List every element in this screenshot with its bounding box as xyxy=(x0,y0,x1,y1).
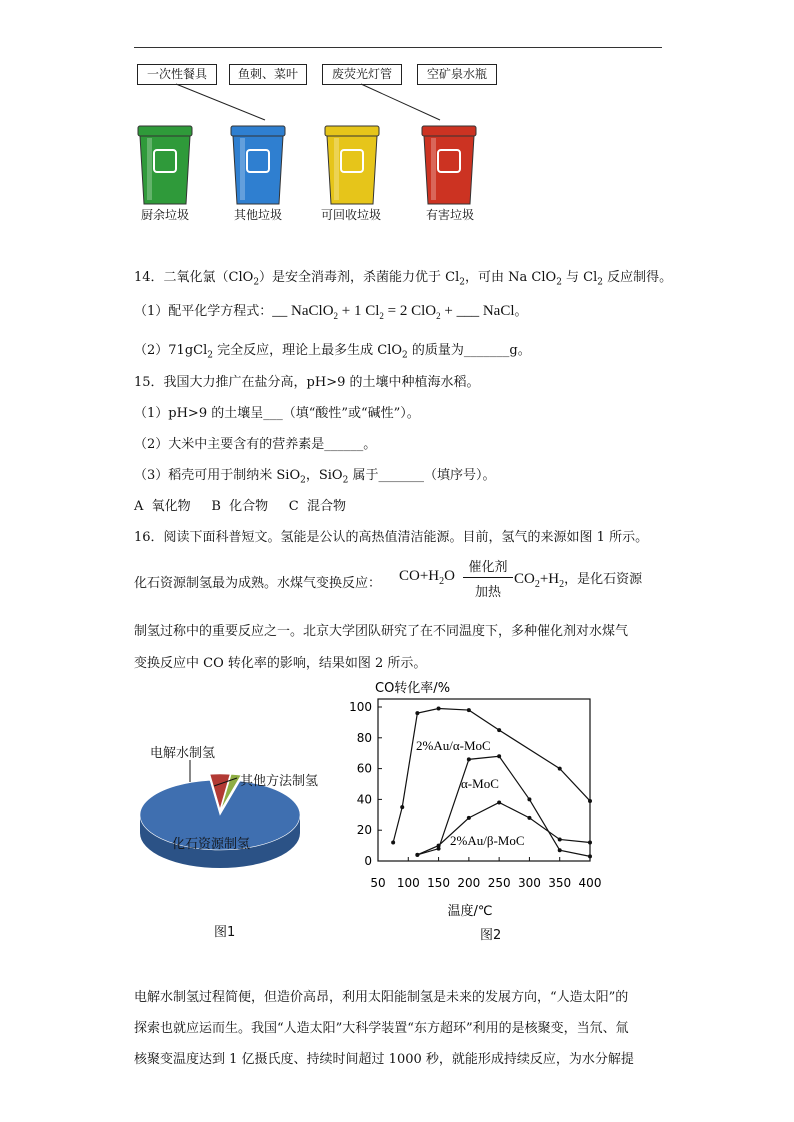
q14-part1-label: （1）配平化学方程式： xyxy=(134,304,273,319)
heat-label: 加热 xyxy=(474,585,501,600)
q15-part3-text: 属于_______（填序号）。 xyxy=(348,468,496,483)
x-tick-label: 100 xyxy=(396,876,420,890)
data-point xyxy=(588,854,592,858)
q14-stem-part: 反应制得。 xyxy=(603,270,673,285)
eq-term: + 1 Cl xyxy=(338,303,380,319)
reaction-term: CO+H xyxy=(399,568,440,584)
q14-part2-text: 完全反应，理论上最多生成 ClO xyxy=(212,343,403,358)
x-tick-label: 300 xyxy=(517,876,541,890)
data-point xyxy=(437,707,441,711)
bin-highlight xyxy=(431,138,436,200)
data-point xyxy=(558,837,562,841)
pie-label-fossil: 化石资源制氢 xyxy=(172,837,251,852)
q16-line2-text: 化石资源制氢最为成熟。水煤气变换反应： xyxy=(134,576,382,591)
bin-highlight xyxy=(147,138,152,200)
tag-fishbone-leaves: 鱼刺、菜叶 xyxy=(229,64,307,85)
data-point xyxy=(391,841,395,845)
q14-stem-part: 与 Cl xyxy=(561,270,598,285)
q14-equation: __ NaClO$_2$ + 1 $Cl_2 = 2$ ClO$_2$ + ___ NaCl xyxy=(272,303,515,321)
figure1-caption: 图1 xyxy=(214,925,236,940)
q16-after-line1: 电解水制氢过程简便，但造价高昂，利用太阳能制氢是未来的发展方向，“人造太阳”的 xyxy=(134,990,629,1005)
y-tick-label: 40 xyxy=(356,792,372,807)
reaction-left xyxy=(399,568,455,587)
bin-lid xyxy=(422,126,476,136)
x-tick-label: 50 xyxy=(370,876,386,890)
tag-fluorescent-tube: 废荧光灯管 xyxy=(322,64,402,85)
data-point xyxy=(467,708,471,712)
q16-after-line2: 探索也就应运而生。我国“人造太阳”大科学装置“东方超环”利用的是核聚变，当氘、氚 xyxy=(134,1021,629,1036)
bin-highlight xyxy=(240,138,245,200)
data-point xyxy=(415,853,419,857)
q14-stem-part: 14．二氧化氯（ClO xyxy=(134,270,254,285)
series-group xyxy=(391,707,592,859)
figure2-caption: 图2 xyxy=(480,928,502,943)
x-axis-label: 温度/℃ xyxy=(447,904,493,919)
tag-water-bottle: 空矿泉水瓶 xyxy=(417,64,497,85)
q15-part3-text: ，SiO xyxy=(305,468,343,483)
q15-part3: （3）稻壳可用于制纳米 SiO$_2$，SiO$_2$ 属于_______（填序号）。 xyxy=(134,468,496,486)
q16-line2-tail: ，是化石资源 xyxy=(564,572,643,587)
x-tick-label: 400 xyxy=(578,876,602,890)
data-point xyxy=(558,767,562,771)
tag-disposable-tableware: 一次性餐具 xyxy=(137,64,217,85)
q14-part1 xyxy=(134,300,528,321)
data-point xyxy=(588,841,592,845)
q16-line2 xyxy=(134,572,381,591)
q14-part2: （2）71gCl$_2$ 完全反应，理论上最多生成 ClO$_2$ 的质量为_______g。 xyxy=(134,343,531,361)
reaction-right xyxy=(514,568,642,590)
q15-part3-text: （3）稻壳可用于制纳米 SiO xyxy=(134,468,301,483)
reaction-term: CO xyxy=(514,571,535,587)
waste-bin xyxy=(138,126,192,204)
q14-stem-part: ）是安全消毒剂，杀菌能力优于 Cl xyxy=(259,270,460,285)
q14-part2-text: 的质量为_______g。 xyxy=(407,343,531,358)
waste-bin xyxy=(422,126,476,204)
data-point xyxy=(437,844,441,848)
q16-line4: 变换反应中 CO 转化率的影响，结果如图 2 所示。 xyxy=(134,656,427,671)
connector-line-1 xyxy=(176,84,265,120)
q15-part2: （2）大米中主要含有的营养素是______。 xyxy=(134,437,377,452)
x-tick-label: 200 xyxy=(457,876,481,890)
bin-lid xyxy=(231,126,285,136)
axes-group xyxy=(349,699,601,890)
bin-lid xyxy=(325,126,379,136)
data-point xyxy=(588,799,592,803)
pie-label-electrolysis: 电解水制氢 xyxy=(150,746,216,761)
waste-bin xyxy=(231,126,285,204)
y-tick-label: 20 xyxy=(356,823,372,838)
data-point xyxy=(497,754,501,758)
data-point xyxy=(467,816,471,820)
x-tick-label: 150 xyxy=(427,876,451,890)
data-point xyxy=(558,848,562,852)
bin-label-recyclable: 可回收垃圾 xyxy=(320,208,381,222)
eq-term: = 2 ClO xyxy=(383,303,437,319)
bin-label-hazardous: 有害垃圾 xyxy=(425,208,474,222)
data-point xyxy=(497,800,501,804)
pie-label-other-methods: 其他方法制氢 xyxy=(240,774,319,789)
y-tick-label: 100 xyxy=(349,700,372,714)
eq-term: + ___ NaCl xyxy=(440,303,515,319)
data-point xyxy=(467,757,471,761)
chart-title: CO转化率/% xyxy=(375,681,451,696)
series-label: 2%Au/α-MoC xyxy=(416,738,491,753)
bin-highlight xyxy=(334,138,339,200)
x-tick-label: 350 xyxy=(548,876,572,890)
q16-after-line3: 核聚变温度达到 1 亿摄氏度、持续时间超过 1000 秒，就能形成持续反应，为水分解提 xyxy=(134,1052,634,1067)
data-point xyxy=(415,711,419,715)
q15-stem: 15．我国大力推广在盐分高，pH>9 的土壤中种植海水稻。 xyxy=(134,375,480,390)
q15-options: A 氧化物 B 化合物 C 混合物 xyxy=(134,499,347,514)
series-label: 2%Au/β-MoC xyxy=(450,833,525,848)
bins-group xyxy=(138,126,476,204)
reaction-sub: 2 xyxy=(534,579,540,590)
q14-stem: 14．二氧化氯（ClO$_2$）是安全消毒剂，杀菌能力优于 $Cl_2$，可由 Na ClO$_2$ 与 $Cl_2$ 反应制得。 xyxy=(134,270,673,288)
reaction-bar xyxy=(463,577,513,578)
q15-part1: （1）pH>9 的土壤呈___（填“酸性”或“碱性”）。 xyxy=(134,406,420,421)
eq-term: __ NaClO xyxy=(272,303,334,319)
bin-label-other: 其他垃圾 xyxy=(233,208,282,222)
q16-line1: 16．阅读下面科普短文。氢能是公认的高热值清洁能源。目前，氢气的来源如图 1 所示。 xyxy=(134,530,649,545)
connector-line-2 xyxy=(361,84,440,120)
y-tick-label: 0 xyxy=(364,854,372,868)
figure2-line-chart xyxy=(340,675,610,920)
bin-lid xyxy=(138,126,192,136)
reaction-sub: 2 xyxy=(439,576,445,587)
x-tick-label: 250 xyxy=(487,876,511,890)
y-tick-label: 80 xyxy=(356,730,372,745)
bin-label-kitchen: 厨余垃圾 xyxy=(140,208,189,222)
q16-line3: 制氢过称中的重要反应之一。北京大学团队研究了在不同温度下，多种催化剂对水煤气 xyxy=(134,624,629,639)
q14-stem-part: ，可由 Na ClO xyxy=(465,270,557,285)
waste-bins-illustration xyxy=(0,0,794,240)
reaction-term: O xyxy=(444,568,455,584)
reaction-sub: 2 xyxy=(559,579,565,590)
catalyst-label: 催化剂 xyxy=(468,560,508,575)
data-point xyxy=(527,797,531,801)
q14-part2-text: （2）71gCl xyxy=(134,343,208,358)
y-tick-label: 60 xyxy=(356,761,372,776)
data-point xyxy=(497,728,501,732)
q14-part1-end: 。 xyxy=(514,304,528,319)
series-label: α-MoC xyxy=(461,776,499,791)
data-point xyxy=(527,816,531,820)
data-point xyxy=(400,805,404,809)
waste-bin xyxy=(325,126,379,204)
reaction-term: +H xyxy=(539,571,560,587)
